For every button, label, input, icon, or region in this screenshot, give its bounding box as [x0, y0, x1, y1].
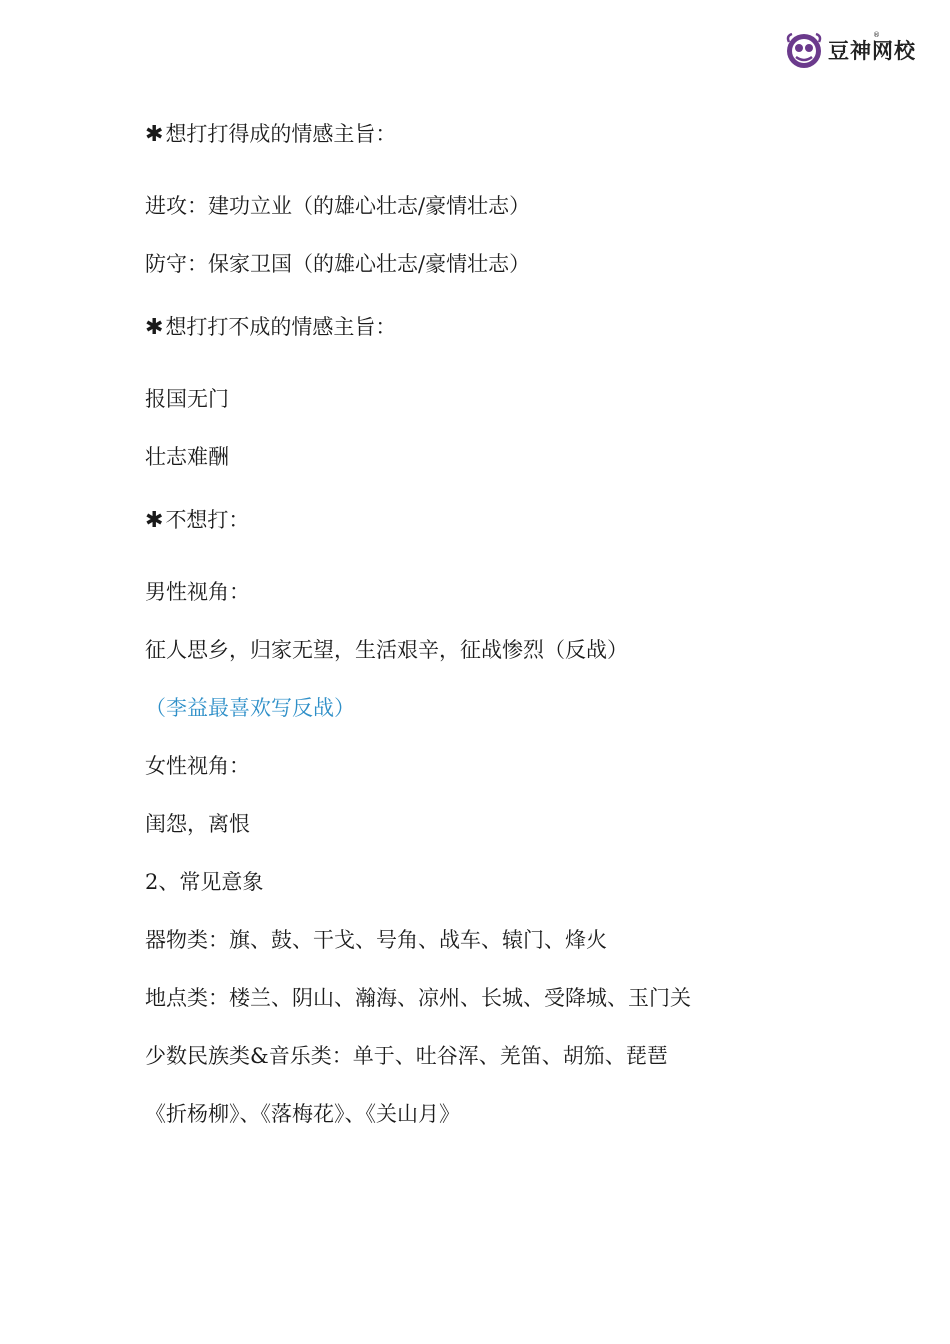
asterisk-bullet-icon: ✱	[145, 508, 164, 533]
asterisk-bullet-icon: ✱	[145, 122, 164, 147]
text-line-defend: 防守：保家卫国（的雄心壮志/豪情壮志）	[145, 252, 531, 276]
heading-text: 想打打不成的情感主旨：	[165, 315, 397, 339]
text-line-songs: 《折杨柳》、《落梅花》、《关山月》	[145, 1102, 460, 1126]
brand-logo-icon	[784, 30, 824, 70]
text-line-unfulfilled: 壮志难酬	[145, 445, 229, 469]
brand-name	[828, 31, 916, 65]
text-line-female-themes: 闺怨，离恨	[145, 812, 250, 836]
heading-no-war	[145, 505, 249, 536]
text-line-places: 地点类：楼兰、阴山、瀚海、凉州、长城、受降城、玉门关	[145, 986, 691, 1010]
heading-failure-emotion	[145, 312, 396, 343]
heading-text: 想打打得成的情感主旨：	[165, 122, 397, 146]
text-line-attack: 进攻：建功立业（的雄心壮志/豪情壮志）	[145, 194, 531, 218]
text-line-ethnic-music: 少数民族类&音乐类：单于、吐谷浑、羌笛、胡笳、琵琶	[145, 1044, 668, 1068]
brand-logo	[784, 28, 934, 72]
text-line-male-view: 男性视角：	[145, 580, 250, 604]
asterisk-bullet-icon: ✱	[145, 315, 164, 340]
brand-name-text: 豆神网校	[828, 39, 916, 63]
heading-text: 不想打：	[165, 508, 250, 532]
text-line-objects: 器物类：旗、鼓、干戈、号角、战车、辕门、烽火	[145, 928, 607, 952]
note-li-yi: （李益最喜欢写反战）	[145, 696, 355, 720]
text-line-male-themes: 征人思乡，归家无望，生活艰辛，征战惨烈（反战）	[145, 638, 628, 662]
section-title-imagery: 2、常见意象	[145, 870, 264, 894]
text-line-no-way: 报国无门	[145, 387, 229, 411]
registered-mark: ®	[873, 31, 881, 39]
text-line-female-view: 女性视角：	[145, 754, 250, 778]
heading-success-emotion	[145, 119, 396, 150]
